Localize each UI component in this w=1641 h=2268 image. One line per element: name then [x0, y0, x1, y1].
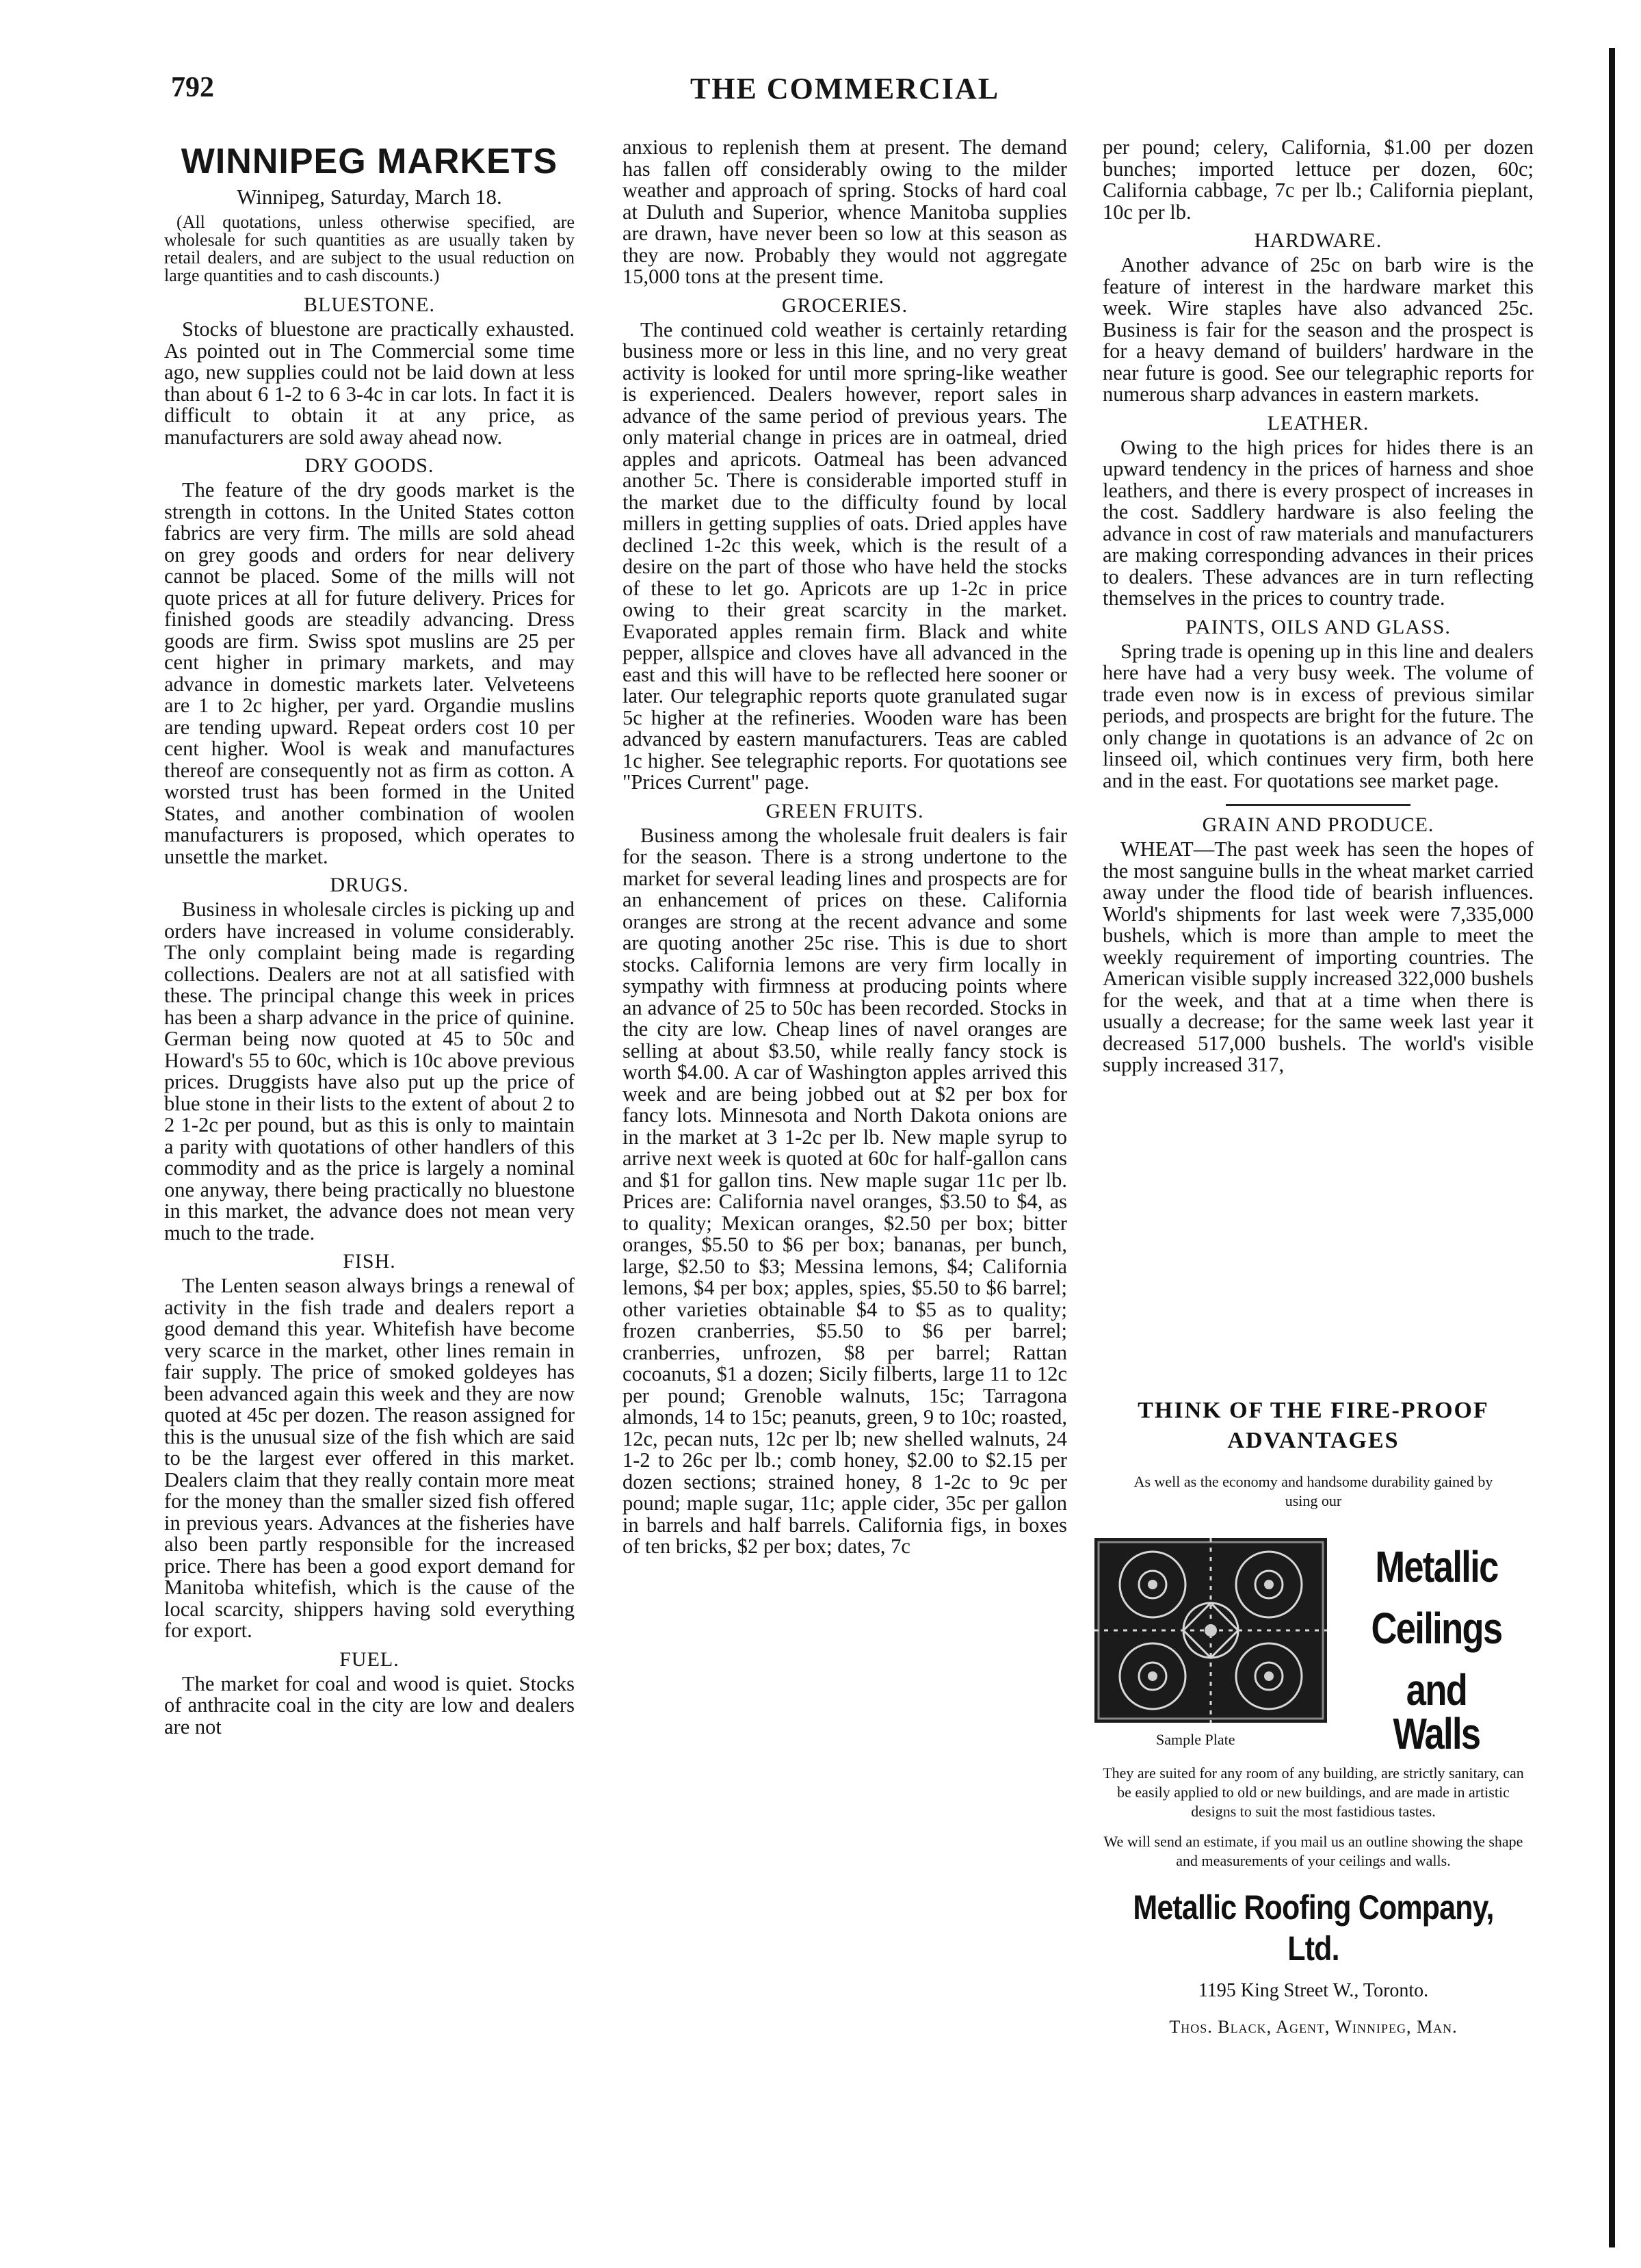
- section-text-green-fruits-continued: per pound; celery, California, $1.00 per dozen bunches; imported lettuce per dozen, 60c; California cabbage, 7c per lb.; California pieplant, 10c per lb.: [1103, 137, 1534, 224]
- advertisement: [1094, 1396, 1532, 2230]
- section-text-fish: The Lenten season always brings a renewal of activity in the fish trade and dealers report a good demand this year. Whitefish have become very scarce in the market, other lines remain in fair supply. The price of smoked goldeyes has been advanced again this week and they are now quoted at 45c per dozen. The reason assigned for this is the unusual size of the fish which are said to be the largest ever offered in this market. Dealers claim that they really contain more meat for the money than the smaller sized fish offered in previous years. Advances at the fisheries have also been partly responsible for the increased price. There has been a good export demand for Manitoba whitefish, which is the cause of the local scarcity, shippers having sold everything for export.: [164, 1274, 575, 1642]
- article-title: WINNIPEG MARKETS: [181, 142, 558, 181]
- page-header: [164, 71, 1525, 112]
- plate-caption: Sample Plate: [1156, 1731, 1235, 1748]
- dateline: Winnipeg, Saturday, March 18.: [237, 185, 502, 209]
- ad-body-estimate: We will send an estimate, if you mail us an outline showing the shape and measurements of your ceilings and walls.: [1103, 1833, 1523, 1869]
- ad-headline: THINK OF THE FIRE-PROOF: [1138, 1398, 1489, 1423]
- section-heading-leather: LEATHER.: [1267, 411, 1369, 434]
- ad-product-block: [1094, 1538, 1532, 1764]
- ad-intro: As well as the economy and handsome durability gained by using our: [1133, 1473, 1493, 1509]
- section-heading-hardware: HARDWARE.: [1254, 229, 1382, 252]
- section-heading-fuel: FUEL.: [339, 1647, 399, 1671]
- section-text-fuel: The market for coal and wood is quiet. Stocks of anthracite coal in the city are low and dealers are not: [164, 1671, 575, 1738]
- ad-body-suitability: They are suited for any room of any building, are strictly sanitary, can be easily applied to old or new buildings, and are made in artistic designs to suit the most fastidious tastes.: [1103, 1764, 1524, 1820]
- section-heading-fish: FISH.: [343, 1250, 396, 1273]
- section-heading-dry-goods: DRY GOODS.: [304, 454, 434, 477]
- section-divider: [1226, 804, 1410, 806]
- section-text-hardware: Another advance of 25c on barb wire is the feature of interest in the hardware market this week. Wire staples have also advanced 25c. Business is fair for the season and the prospect is for a heavy demand of builders' hardware in the near future is good. See our telegraphic reports for numerous sharp advances in eastern markets.: [1103, 253, 1534, 406]
- section-heading-paints-oils-glass: PAINTS, OILS AND GLASS.: [1185, 615, 1451, 638]
- column-2: [622, 137, 1067, 2230]
- product-word-and-walls: and Walls: [1393, 1665, 1480, 1758]
- section-text-dry-goods: The feature of the dry goods market is the strength in cottons. In the United States cotton fabrics are very firm. The mills are sold ahead on grey goods and orders for near delivery cannot be placed. Some of the mills will not quote prices at all for future delivery. Prices for finished goods are steadily advancing. Dress goods are firm. Swiss spot muslins are 25 per cent higher in primary markets, and may advance in domestic markets later. Velveteens are 1 to 2c higher, per yard. Organdie muslins are tending upward. Repeat orders cost 10 per cent higher. Wool is weak and manufactures thereof are consequently not as firm as cotton. A worsted trust has been formed in the United States, and another combination of woolen manufacturers is proposed, which operates to unsettle the market.: [164, 478, 575, 868]
- section-heading-drugs: DRUGS.: [330, 874, 409, 896]
- running-head: THE COMMERCIAL: [690, 72, 1000, 105]
- section-heading-groceries: GROCERIES.: [781, 294, 908, 317]
- section-heading-bluestone: BLUESTONE.: [304, 294, 435, 316]
- section-text-groceries: The continued cold weather is certainly retarding business more or less in this line, and no very great activity is looked for until more spring-like weather is experienced. Dealers however, report sales in advance of the same period of previous years. The only material change in prices are in oatmeal, dried apples and apricots. Oatmeal has been advanced another 5c. There is considerable imported stuff in the market due to the difficulty found by local millers in getting supplies of oats. Dried apples have declined 1-2c this week, which is the result of a desire on the part of those who have held the stocks of these to let go. Apricots are up 1-2c in price owing to their great scarcity in the market. Evaporated apples remain firm. Black and white pepper, allspice and cloves have all advanced in the east and this will have to be reflected here sooner or later. Our telegraphic reports quote granulated sugar 5c higher at the refineries. Wooden ware has been advanced by eastern manufacturers. Teas are cabled 1c higher. See telegraphic reports. For quotations see "Prices Current" page.: [622, 317, 1067, 794]
- product-word-ceilings: Ceilings: [1371, 1604, 1502, 1653]
- column-1: [164, 137, 575, 2230]
- section-text-grain-produce: WHEAT—The past week has seen the hopes of the most sanguine bulls in the wheat market carried away under the flood tide of bearish influences. World's shipments for last week were 7,335,000 bushels, which is more than ample to meet the weekly requirement of importing countries. The American visible supply increased 322,000 bushels for the week, and that at a time when there is usually a decrease; for the same week last year it decreased 517,000 bushels. The world's visible supply increased 317,: [1103, 837, 1534, 1076]
- section-text-bluestone: Stocks of bluestone are practically exhausted. As pointed out in The Commercial some time ago, new supplies could not be laid down at less than about 6 1-2 to 6 3-4c in car lots. In fact it is difficult to obtain it at any price, as manufacturers are sold away ahead now.: [164, 317, 575, 449]
- ad-agent: Thos. Black, Agent, Winnipeg, Man.: [1169, 2017, 1458, 2037]
- column-3: [1103, 137, 1534, 1375]
- quotation-note: (All quotations, unless otherwise specified, are wholesale for such quantities as are usually taken by retail dealers, and are subject to the usual reduction on large quantities and to cash discounts.): [164, 212, 575, 285]
- section-text-paints-oils-glass: Spring trade is opening up in this line and dealers here have had a very busy week. The volume of trade even now is in excess of previous similar periods, and prospects are bright for the future. The only change in quotations is an advance of 2c on linseed oil, which continues very firm, both here and in the east. For quotations see market page.: [1103, 639, 1534, 792]
- ad-address: 1195 King Street W., Toronto.: [1198, 1980, 1429, 2001]
- section-text-drugs: Business in wholesale circles is picking up and orders have increased in volume considerably. The only complaint being made is regarding collections. Dealers are not at all satisfied with these. The principal change this week in prices has been a sharp advance in the price of quinine. German being now quoted at 45 to 50c and Howard's 55 to 60c, which is 10c above previous prices. Druggists have also put up the price of blue stone in their lists to the extent of about 2 to 2 1-2c per pound, but as this is only to maintain a parity with quotations of other handlers of this commodity and as the price is largely a nominal one anyway, there being practically no bluestone in this market, the advance does not mean very much to the trade.: [164, 898, 575, 1244]
- sample-plate-image: [1094, 1538, 1327, 1723]
- ad-subheadline: ADVANTAGES: [1227, 1428, 1400, 1453]
- ad-company-name: Metallic Roofing Company, Ltd.: [1133, 1888, 1494, 1968]
- section-heading-grain-produce: GRAIN AND PRODUCE.: [1202, 813, 1434, 836]
- page-number: 792: [171, 72, 214, 103]
- product-word-metallic: Metallic: [1375, 1542, 1498, 1591]
- section-text-fuel-continued: anxious to replenish them at present. The demand has fallen off considerably owing to the milder weather and approach of spring. Stocks of hard coal at Duluth and Superior, whence Manitoba supplies are drawn, have never been so low at this season as they are now. Probably they would not aggregate 15,000 tons at the present time.: [622, 137, 1067, 288]
- section-text-green-fruits: Business among the wholesale fruit dealers is fair for the season. There is a strong undertone to the market for several leading lines and prospects are for an enhancement of prices on these. California oranges are strong at the recent advance and some are quoting another 25c rise. This is due to short stocks. California lemons are very firm locally in sympathy with firmness at producing points where an advance of 25 to 50c has been recorded. Stocks in the city are low. Cheap lines of navel oranges are selling at about $3.50, while really fancy stock is worth $4.00. A car of Washington apples arrived this week and are being jobbed out at $2 per box for fancy lots. Minnesota and North Dakota onions are in the market at 3 1-2c per lb. New maple syrup to arrive next week is quoted at 60c for half-gallon cans and $1 for gallon tins. New maple sugar 11c per lb. Prices are: California navel oranges, $3.50 to $4, as to quality; Mexican oranges, $2.50 per box; bitter oranges, $5.50 to $6 per box; bananas, per bunch, large, $2.50 to $3; Messina lemons, $4; California lemons, $4 per box; apples, spies, $5.50 to $6 barrel; other varieties obtainable $4 to $5 as to quality; frozen cranberries, $5.50 to $6 per barrel; cranberries, unfrozen, $8 per barrel; Rattan cocoanuts, $1 a dozen; Sicily filberts, large 11 to 12c per pound; Grenoble walnuts, 15c; Tarragona almonds, 14 to 15c; peanuts, green, 9 to 10c; roasted, 12c, pecan nuts, 12c per lb; new shelled walnuts, 24 1-2 to 26c per lb.; comb honey, $2.00 to $2.15 per dozen sections; strained honey, 8 1-2c to 9c per pound; maple sugar, 11c; apple cider, 35c per gallon in barrels and half barrels. California figs, in boxes of ten bricks, $2 per box; dates, 7c: [622, 823, 1067, 1558]
- section-heading-green-fruits: GREEN FRUITS.: [765, 799, 924, 822]
- right-edge-rule: [1609, 48, 1615, 2247]
- section-text-leather: Owing to the high prices for hides there is an upward tendency in the prices of harness and shoe leathers, and there is every prospect of increases in the cost. Saddlery hardware is also feeling the advance in cost of raw materials and manufacturers are making corresponding advances in their prices to dealers. These advances are in turn reflecting themselves in the prices to country trade.: [1103, 435, 1534, 610]
